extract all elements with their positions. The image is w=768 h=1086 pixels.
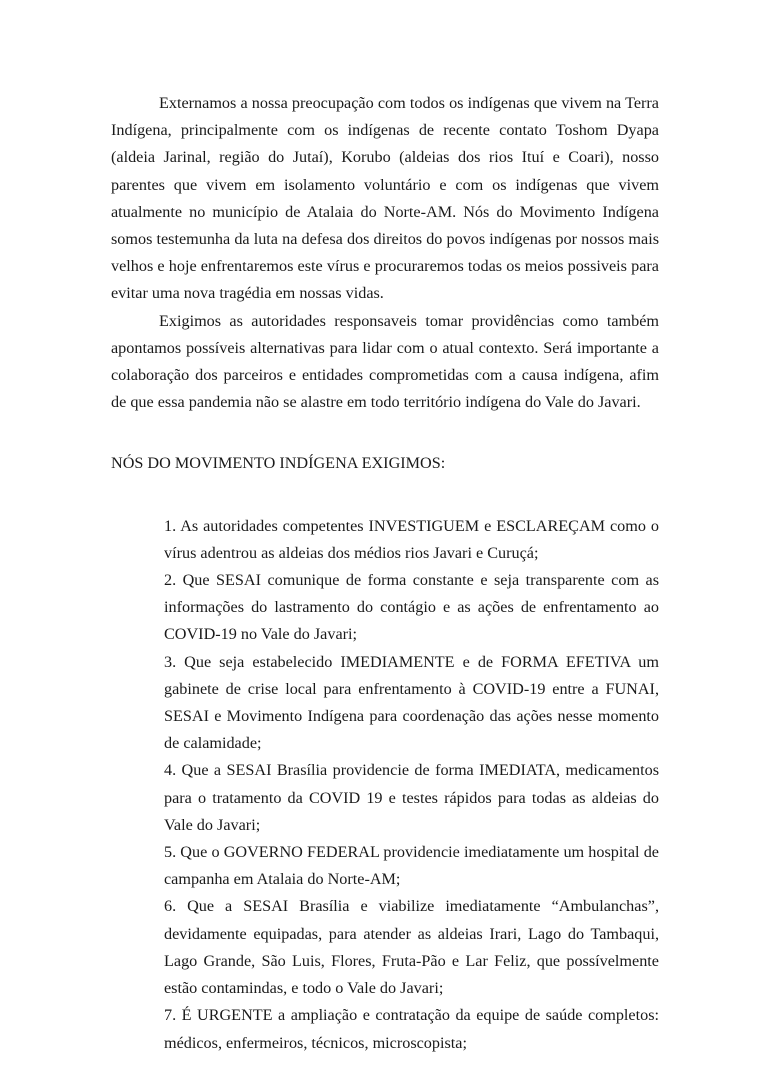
section-heading: NÓS DO MOVIMENTO INDÍGENA EXIGIMOS: (111, 454, 446, 473)
paragraph-demand-intro: Exigimos as autoridades responsaveis tomar providências como também apontamos possíveis alternativas para lidar com o atual contexto. Será importante a colaboração dos parceiros e entidades comprometidas com a causa indígena, afim de que essa pandemia não se alastre em todo território indígena do Vale do Javari. (111, 311, 659, 412)
demands-list (164, 513, 659, 1057)
demand-item-5: 5. Que o GOVERNO FEDERAL providencie imediatamente um hospital de campanha em Atalaia do Norte-AM; (164, 843, 659, 889)
demand-item-7: 7. É URGENTE a ampliação e contratação da equipe de saúde completos: médicos, enfermeiros, técnicos, microscopista; (164, 1006, 659, 1052)
demand-item-2: 2. Que SESAI comunique de forma constante e seja transparente com as informações do lastramento do contágio e as ações de enfrentamento ao COVID-19 no Vale do Javari; (164, 571, 659, 644)
demand-item-6: 6. Que a SESAI Brasília e viabilize imediatamente “Ambulanchas”, devidamente equipadas, para atender as aldeias Irari, Lago do Tambaqui, Lago Grande, São Luis, Flores, Fruta-Pão e Lar Feliz, que possívelmente estão contamindas, e todo o Vale do Javari; (164, 897, 659, 998)
demand-item-4: 4. Que a SESAI Brasília providencie de forma IMEDIATA, medicamentos para o tratamento da COVID 19 e testes rápidos para todas as aldeias do Vale do Javari; (164, 761, 659, 834)
document-page (111, 90, 659, 1057)
demand-item-1: 1. As autoridades competentes INVESTIGUEM e ESCLAREÇAM como o vírus adentrou as aldeias dos médios rios Javari e Curuçá; (164, 516, 659, 562)
paragraph-concern: Externamos a nossa preocupação com todos os indígenas que vivem na Terra Indígena, principalmente com os indígenas de recente contato Toshom Dyapa (aldeia Jarinal, região do Jutaí), Korubo (aldeias dos rios Ituí e Coari), nosso parentes que vivem em isolamento voluntário e com os indígenas que vivem atualmente no município de Atalaia do Norte-AM. Nós do Movimento Indígena somos testemunha da luta na defesa dos direitos do povos indígenas por nossos mais velhos e hoje enfrentaremos este vírus e procuraremos todas os meios possiveis para evitar uma nova tragédia em nossas vidas. (111, 94, 659, 303)
demand-item-3: 3. Que seja estabelecido IMEDIAMENTE e de FORMA EFETIVA um gabinete de crise local para enfrentamento à COVID-19 entre a FUNAI, SESAI e Movimento Indígena para coordenação das ações nesse momento de calamidade; (164, 652, 659, 753)
